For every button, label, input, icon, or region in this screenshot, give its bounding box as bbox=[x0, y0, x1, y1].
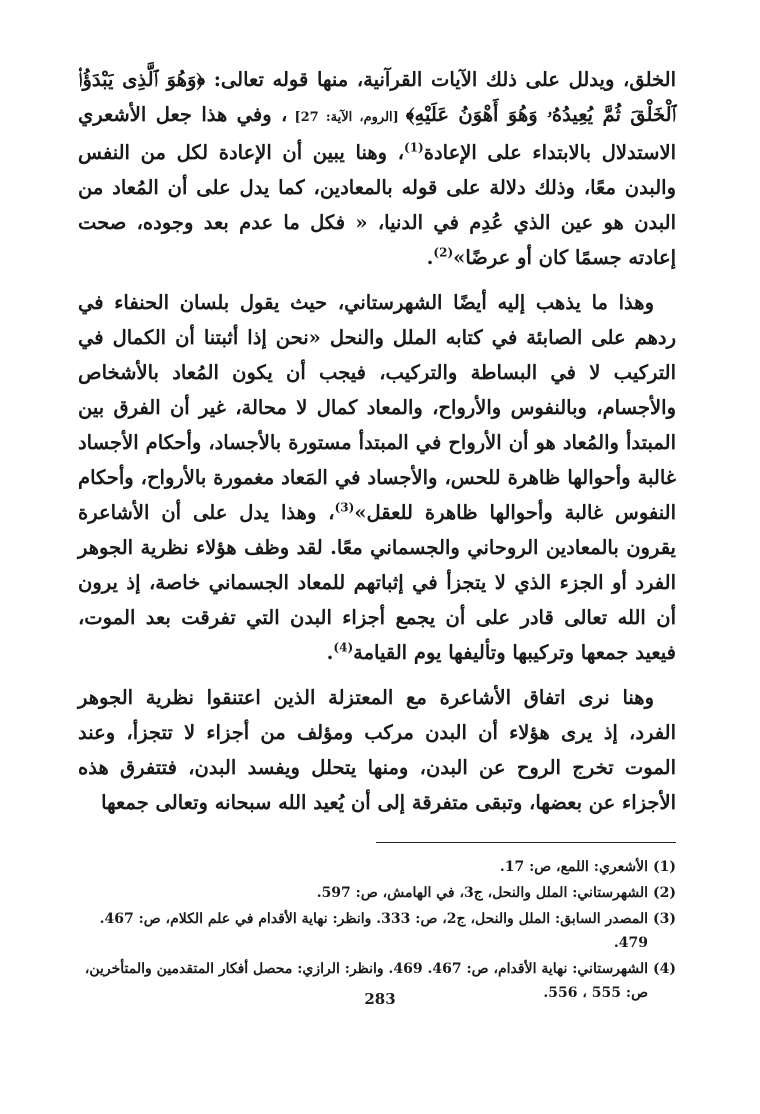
paragraph-2 bbox=[78, 285, 676, 670]
paragraph-2-text-b: ، وهذا يدل على أن الأشاعرة يقرون بالمعادين الروحاني والجسماني معًا. لقد وظف هؤلاء نظرية الجوهر الفرد أو الجزء الذي لا يتجزأ في إثباتهم للمعاد الجسماني خاصة، إذ يرون أن الله تعالى قادر على أن يجمع أجزاء البدن التي تفرقت بعد الموت، فيعيد جمعها وتركيبها وتأليفها يوم القيامة bbox=[78, 501, 676, 664]
paragraph-1 bbox=[78, 62, 676, 275]
footnote-text: الشهرستاني: نهاية الأقدام، ص: 467. 469. وانظر: الرازي: محصل أفكار المتقدمين والمتأخرين، ص: 555 ، 556. bbox=[84, 961, 648, 1001]
footnote-marker-3: (3) bbox=[334, 500, 355, 515]
paragraph-2-text-a: وهذا ما يذهب إليه أيضًا الشهرستاني، حيث يقول بلسان الحنفاء في ردهم على الصابئة في كتابه الملل والنحل «نحن إذا أثبتنا أن الكمال في التركيب لا في البساطة والتركيب، فيجب أن يكون المُعاد بالأشخاص والأجسام، وبالنفوس والأرواح، والمعاد كمال لا محالة، غير أن الفرق بين المبتدأ والمُعاد هو أن الأرواح في المبتدأ مستورة بالأجساد، وأحكام الأجساد غالبة وأحوالها ظاهرة للحس، والأجساد في المَعاد مغمورة بالأرواح، وأحكام النفوس غالبة وأحوالها ظاهرة للعقل» bbox=[78, 291, 677, 524]
footnote-text: الأشعري: اللمع، ص: 17. bbox=[499, 859, 648, 875]
footnote-number: (1) bbox=[653, 859, 676, 875]
paragraph-1-text-d: . bbox=[426, 246, 434, 269]
footnote-separator bbox=[376, 842, 676, 843]
footnote-item bbox=[78, 907, 676, 955]
footnote-text: المصدر السابق: الملل والنحل، ج2، ص: 333. وانظر: نهاية الأقدام في علم الكلام، ص: 467. 479. bbox=[99, 911, 648, 951]
footnote-text: الشهرستاني: الملل والنحل، ج3، في الهامش، ص: 597. bbox=[316, 885, 648, 901]
paragraph-1-text-c: ، وهنا يبين أن الإعادة لكل من النفس والبدن معًا، وذلك دلالة على قوله بالمعادين، كما يدل على أن المُعاد من البدن هو عين الذي عُدِم في الدنيا، « فكل ما عدم بعد وجوده، صحت إعادته جسمًا كان أو عرضًا» bbox=[78, 141, 676, 269]
paragraph-2-text-c: . bbox=[326, 641, 334, 664]
footnote-number: (4) bbox=[653, 961, 676, 977]
paragraph-1-text-b: ، وفي هذا جعل الأشعري الاستدلال بالابتداء على الإعادة bbox=[78, 103, 676, 164]
paragraph-1-text-a: الخلق، ويدلل على ذلك الآيات القرآنية، منها قوله تعالى: bbox=[205, 68, 676, 91]
footnotes bbox=[78, 855, 676, 1005]
footnote-marker-2: (2) bbox=[433, 245, 454, 260]
footnote-item bbox=[78, 855, 676, 879]
footnote-marker-1: (1) bbox=[404, 140, 424, 155]
footnote-item bbox=[78, 881, 676, 905]
footnote-number: (3) bbox=[653, 911, 676, 927]
paragraph-3-text: وهنا نرى اتفاق الأشاعرة مع المعتزلة الذين اعتنقوا نظرية الجوهر الفرد، إذ يرى هؤلاء أن البدن مركب ومؤلف من أجزاء لا تتجزأ، وعند الموت تخرج الروح عن البدن، ومنها يتحلل ويفسد البدن، فتتفرق هذه الأجزاء عن بعضها، وتبقى متفرقة إلى أن يُعيد الله سبحانه وتعالى جمعها bbox=[78, 686, 676, 814]
footnote-marker-4: (4) bbox=[333, 640, 354, 655]
footnote-number: (2) bbox=[653, 885, 676, 901]
paragraph-3 bbox=[78, 680, 676, 820]
verse-reference: [الروم، الآية: 27] bbox=[287, 110, 406, 125]
quran-verse: ﴿وَهُوَ ٱلَّذِى يَبْدَؤُا۟ ٱلْخَلْقَ ثُمَّ يُعِيدُهُۥ وَهُوَ أَهْوَنُ عَلَيْهِ﴾ bbox=[78, 68, 676, 126]
page-number: 283 bbox=[364, 990, 396, 1008]
